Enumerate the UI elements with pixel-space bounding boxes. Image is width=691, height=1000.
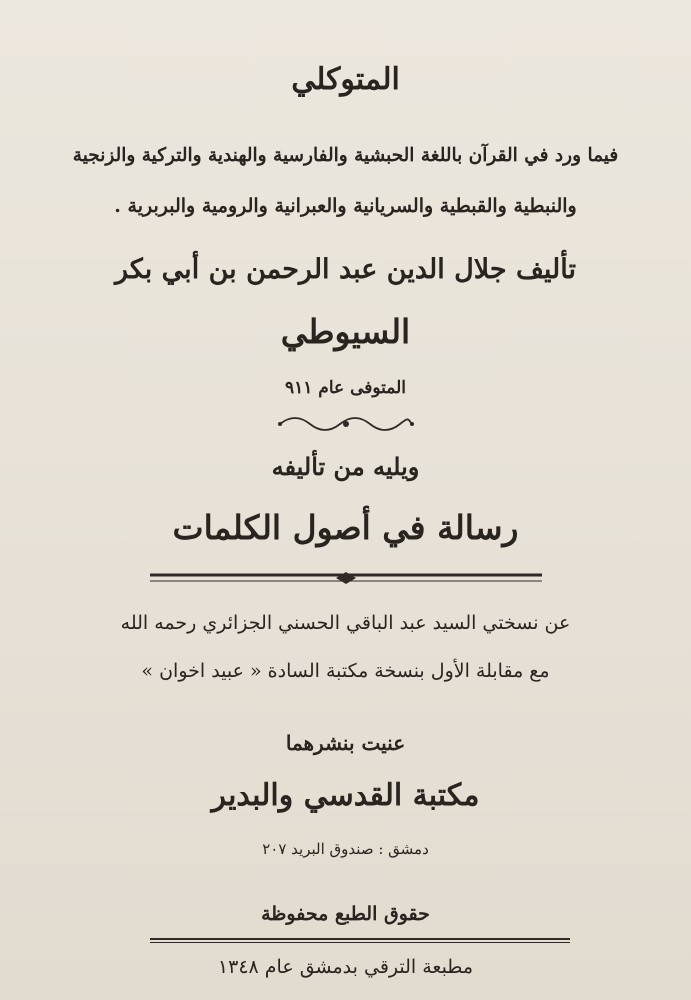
book-title: المتوكلي	[291, 62, 400, 97]
manuscript-source-line-1: عن نسختي السيد عبد الباقي الحسني الجزائري رحمه الله	[120, 612, 571, 634]
manuscript-source-line-2: مع مقابلة الأول بنسخة مكتبة السادة « عبيد اخوان »	[141, 660, 550, 682]
double-rule-ornament	[0, 566, 691, 592]
footer-rule-thin	[150, 942, 570, 943]
publisher-address: دمشق : صندوق البريد ٢٠٧	[262, 840, 429, 858]
printer-line: مطبعة الترقي بدمشق عام ١٣٤٨	[217, 956, 474, 978]
author-line: تأليف جلال الدين عبد الرحمن بن أبي بكر	[114, 254, 577, 285]
vine-ornament	[0, 415, 691, 437]
copyright-notice: حقوق الطبع محفوظة	[261, 903, 430, 925]
followed-by: ويليه من تأليفه	[271, 452, 420, 481]
subtitle-line-1: فيما ورد في القرآن باللغة الحبشية والفارسية والهندية والتركية والزنجية	[72, 145, 619, 166]
author-nisba: السيوطي	[280, 312, 411, 351]
second-work-title: رسالة في أصول الكلمات	[172, 508, 519, 547]
published-by: عنيت بنشرهما	[285, 731, 406, 755]
footer-rule	[150, 938, 570, 940]
death-year: المتوفى عام ٩١١	[284, 378, 407, 398]
publisher-name: مكتبة القدسي والبدير	[211, 778, 480, 813]
subtitle-line-2: والنبطية والقبطية والسريانية والعبرانية والرومية والبربرية .	[114, 195, 577, 217]
